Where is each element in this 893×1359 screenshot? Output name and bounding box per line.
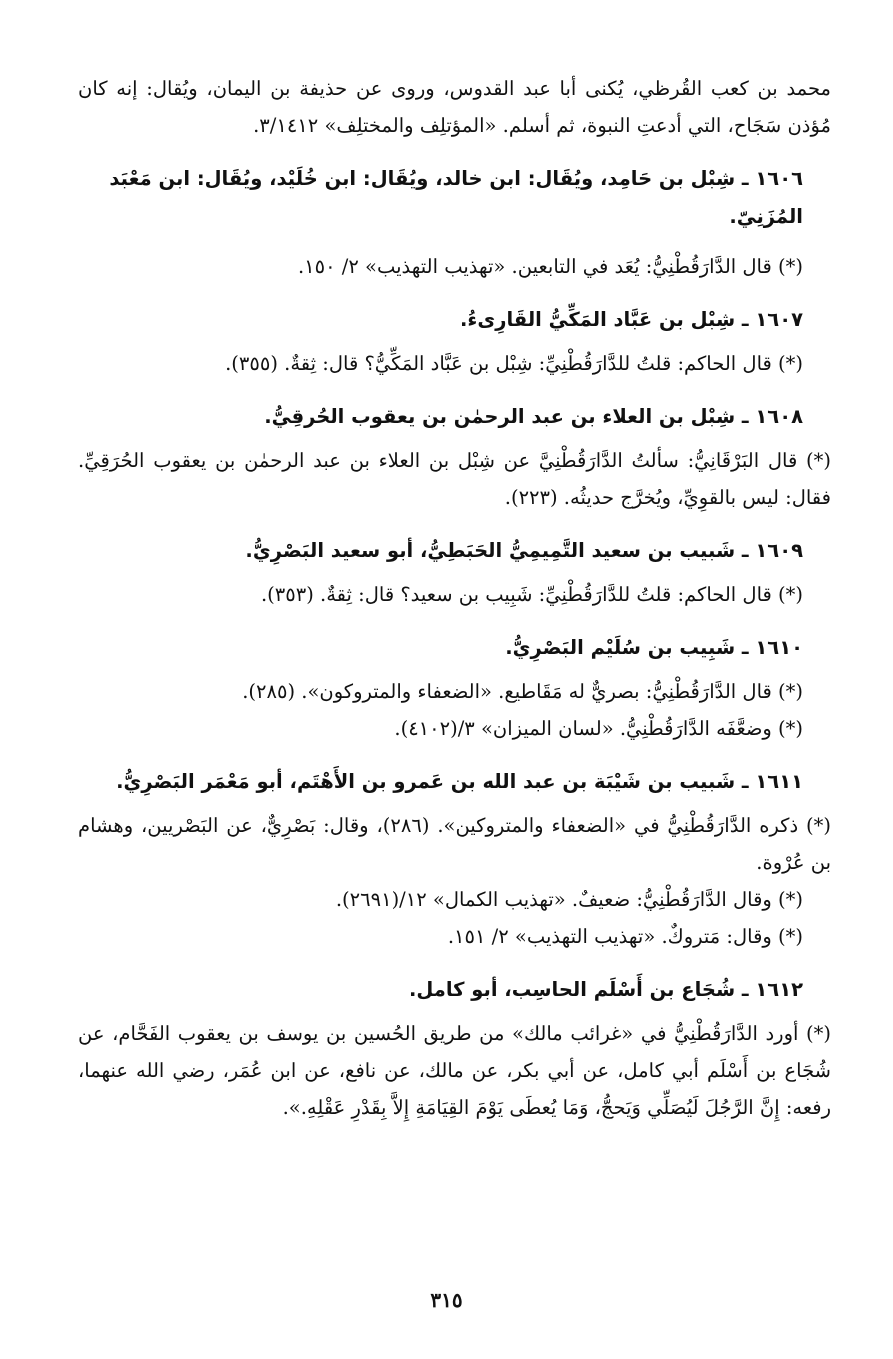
entry-heading-1610: ١٦١٠ ـ شَبِيب بن سُلَيْم البَصْرِيُّ.	[505, 636, 803, 659]
entry-note: (*) أورد الدَّارَقُطْنِيُّ في «غرائب مالك» من طريق الحُسين بن يوسف بن يعقوب الفَحَّام، عن شُجَاع بن أَسْلَم أبي كامل، عن أبي بكر، عن مالك، عن نافع، عن ابن عُمَر، رضي الله عنهما، رفعه: إِنَّ الرَّجُلَ لَيُصَلِّي وَيَحجُّ، وَمَا يُعطَى يَوْمَ القِيَامَةِ إِلاَّ بِقَدْرِ عَقْلِهِ.».	[78, 1022, 831, 1119]
entry-note: (*) وضعَّفَه الدَّارَقُطْنِيُّ. «لسان الميزان» ٣/(٤١٠٢).	[394, 717, 803, 740]
entry-heading-1611: ١٦١١ ـ شَبيب بن شَيْبَة بن عبد الله بن عَمرو بن الأَهْتَم، أبو مَعْمَر البَصْرِيُّ.	[116, 770, 803, 793]
entry-note: (*) قال الحاكم: قلتُ للدَّارَقُطْنِيِّ: شِبْل بن عَبَّاد المَكِّيُّ؟ قال: ثِقةٌ. (٣٥٥).	[225, 352, 803, 375]
page-number: ٣١٥	[430, 1288, 463, 1312]
entry-note: (*) قال البَرْقَانِيُّ: سألتُ الدَّارَقُطْنِيَّ عن شِبْل بن العلاء بن عبد الرحمٰن بن يعقوب الحُرَقِيِّ. فقال: ليس بالقوِيِّ، ويُخرَّج حديثُه. (٢٢٣).	[78, 449, 831, 509]
entry-heading-1607: ١٦٠٧ ـ شِبْل بن عَبَّاد المَكِّيُّ القَارِىءُ.	[459, 308, 803, 331]
entry-note: (*) قال الدَّارَقُطْنِيُّ: يُعَد في التابعين. «تهذيب التهذيب» ٢/ ١٥٠.	[297, 255, 803, 278]
entry-heading-1608: ١٦٠٨ ـ شِبْل بن العلاء بن عبد الرحمٰن بن يعقوب الحُرقِيُّ.	[264, 405, 803, 428]
entry-heading-1606: ١٦٠٦ ـ شِبْل بن حَامِد، ويُقَال: ابن خالد، ويُقَال: ابن خُلَيْد، ويُقَال: ابن مَعْبَد المُزَنِيّ.	[109, 167, 803, 228]
entry-note: (*) وقال: مَتروكٌ. «تهذيب التهذيب» ٢/ ١٥١.	[447, 925, 803, 948]
entry-heading-1612: ١٦١٢ ـ شُجَاع بن أَسْلَم الحاسِب، أبو كامل.	[408, 978, 803, 1001]
intro-paragraph: محمد بن كعب القُرظي، يُكنى أبا عبد القدوس، وروى عن حذيفة بن اليمان، ويُقال: إنه كان مُؤذن سَجَاح، التي أدعتِ النبوة، ثم أسلم. «المؤتلِف والمختلِف» ٣/١٤١٢.	[78, 77, 831, 137]
entry-heading-1609: ١٦٠٩ ـ شَبيب بن سعيد التَّمِيمِيُّ الحَبَطِيُّ، أبو سعيد البَصْرِيُّ.	[245, 539, 803, 562]
entry-note: (*) قال الدَّارَقُطْنِيُّ: بصريٌّ له مَقَاطيع. «الضعفاء والمتروكون». (٢٨٥).	[242, 680, 803, 703]
entry-note: (*) قال الحاكم: قلتُ للدَّارَقُطْنِيِّ: شَبِيب بن سعيد؟ قال: ثِقةٌ. (٣٥٣).	[260, 583, 803, 606]
entry-note: (*) وقال الدَّارَقُطْنِيُّ: ضعيفٌ. «تهذيب الكمال» ١٢/(٢٦٩١).	[335, 888, 803, 911]
entry-note: (*) ذكره الدَّارَقُطْنِيُّ في «الضعفاء والمتروكين». (٢٨٦)، وقال: بَصْرِيٌّ، عن البَصْريين، وهشام بن عُرْوة.	[78, 814, 832, 874]
